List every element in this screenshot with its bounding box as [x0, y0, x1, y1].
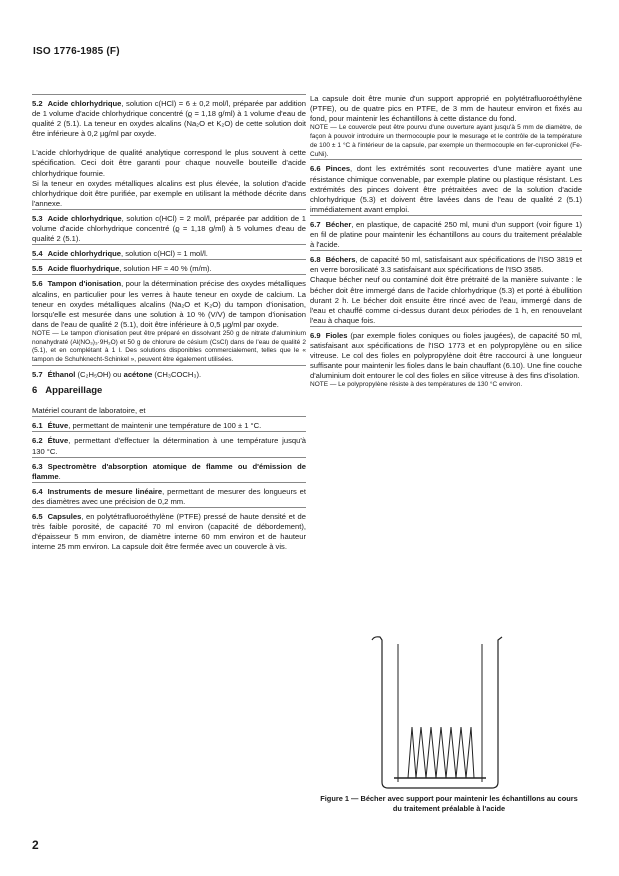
clause-5-2-para-3: Si la teneur en oxydes métalliques alcalins est plus élevée, la solution d'acide chlorhydrique doit être purifiée, par exemple en utilisant la méthode décrite dans l'annexe. — [32, 178, 306, 208]
divider — [310, 159, 582, 160]
divider — [32, 365, 306, 366]
divider — [32, 482, 306, 483]
clause-5-3: 5.3 Acide chlorhydrique, solution c(HCl) = 2 mol/l, préparée par addition de 1 volume d'acide chlorhydrique concentré (ϱ = 1,18 g/ml) à 5 volumes d'eau de qualité 2 (5.1). — [32, 213, 306, 244]
left-column — [32, 94, 306, 552]
clause-5-5: 5.5 Acide fluorhydrique, solution HF ≈ 40 % (m/m). — [32, 264, 212, 274]
platinum-wire-support — [408, 727, 474, 778]
divider — [32, 209, 306, 210]
divider — [32, 507, 306, 508]
clause-6-5-continued: La capsule doit être munie d'un support approprié en polytétrafluoroéthylène (PTFE), ou de quatre pics en PTFE, de 3 mm de hauteur environ et fixés au fond, pour maintenir les échantillons à cette distance du fond. — [310, 94, 582, 124]
clause-5-6: 5.6 Tampon d'ionisation, pour la détermination précise des oxydes métalliques alcalins, en particulier pour les verres à haute teneur en oxyde de calcium. La teneur en oxydes métalliques alcalins (Na₂O et K₂O) du tampon d'ionisation, lorsqu'elle est mesurée dans une solution à 10 % (V/V) de tampon d'ionisation dans de l'eau de qualité 2 (5.1), doit être inférieure à 0,5 µg/ml par oxyde. — [32, 279, 306, 329]
divider — [32, 416, 306, 417]
divider — [32, 259, 306, 260]
divider — [32, 274, 306, 275]
divider — [32, 94, 306, 95]
clause-6-6: 6.6 Pinces, dont les extrémités sont recouvertes d'une matière ayant une résistance chimique convenable, par exemple platine ou plastique résistant. Les extrémités des pinces doivent être prétraitées avec de la solution d'acide chlorhydrique (5.3) et doivent être lavées dans de l'eau de qualité 2 (5.1) immédiatement avant emploi. — [310, 164, 582, 214]
clause-6-8-para-2: Chaque bécher neuf ou contaminé doit être prétraité de la manière suivante : le bécher doit être immergé dans de l'acide chlorhydrique (5.3) et porté à ébullition durant 2 h. Le bécher doit ensuite être rincé avec de l'eau, immergé dans de l'eau et chauffé comme ci-dessus durant deux périodes de 1 h, en renouvelant l'eau à chaque fois. — [310, 275, 582, 325]
page-number: 2 — [32, 838, 39, 852]
clause-6-3: 6.3 Spectromètre d'absorption atomique de flamme ou d'émission de flamme. — [32, 461, 306, 481]
beaker-figure — [360, 632, 520, 792]
divider — [32, 457, 306, 458]
clause-6-5-note: NOTE — Le couvercle peut être pourvu d'une ouverture ayant jusqu'à 5 mm de diamètre, de façon à pouvoir introduire un thermocouple pour le mesurage et le contrôle de la température de 100 ± 1 °C à l'intérieur de la capsule, par exemple un thermocouple en fer-cupronickel (Fe-CuNi). — [310, 124, 582, 158]
clause-5-7: 5.7 Éthanol (C₂H₅OH) ou acétone (CH₃COCH₃). — [32, 370, 202, 380]
section-6-intro: Matériel courant de laboratoire, et — [32, 406, 146, 416]
divider — [310, 215, 582, 216]
clause-6-5: 6.5 Capsules, en polytétrafluoroéthylène (PTFE) pressé de haute densité et de très faible porosité, de capacité 70 ml environ (capacité de débordement), d'épaisseur 5 mm environ, de diamètre interne 60 mm environ et de hauteur interne 25 mm environ. La capsule doit être fermée avec un couvercle à vis. — [32, 512, 306, 552]
divider — [32, 244, 306, 245]
clause-5-2-para-2: L'acide chlorhydrique de qualité analytique correspond le plus souvent à cette spécification. Ceci doit être garanti pour chaque nouvelle bouteille d'acide chlorhydrique fournie. — [32, 148, 306, 178]
figure-caption: Figure 1 — Bécher avec support pour maintenir les échantillons au cours du traitement préalable à l'acide — [320, 794, 578, 813]
divider — [32, 431, 306, 432]
document-header: ISO 1776-1985 (F) — [33, 46, 120, 57]
clause-6-4: 6.4 Instruments de mesure linéaire, permettant de mesurer des longueurs et des diamètres avec une précision de 0,2 mm. — [32, 486, 307, 506]
section-6-title: 6 Appareillage — [32, 385, 103, 397]
clause-6-9-note: NOTE — Le polypropylène résiste à des températures de 130 °C environ. — [310, 381, 523, 389]
clause-6-9: 6.9 Fioles (par exemple fioles coniques ou fioles jaugées), de capacité 50 ml, satisfaisant aux spécifications de l'ISO 1773 et en polypropylène ou en silice vitreuse. Le col des fioles en polypropylène doit être raccourci à une longueur suffisante pour maintenir les fioles dans le bain chauffant (6.10). Une fine couche d'aluminium doit entourer le col des fioles en silice vitreuse à des fins d'isolation. — [310, 330, 582, 381]
clause-6-2: 6.2 Étuve, permettant d'effectuer la détermination à une température jusqu'à 130 °C. — [32, 436, 306, 456]
clause-6-8: 6.8 Béchers, de capacité 50 ml, satisfaisant aux spécifications de l'ISO 3819 et en verre borosilicaté 3.3 satisfaisant aux spécifications de l'ISO 3585. — [310, 255, 582, 275]
right-column — [310, 94, 582, 390]
divider — [310, 326, 582, 327]
divider — [310, 250, 582, 251]
clause-6-1: 6.1 Étuve, permettant de maintenir une température de 100 ± 1 °C. — [32, 421, 262, 431]
clause-5-4: 5.4 Acide chlorhydrique, solution c(HCl) ≈ 1 mol/l. — [32, 249, 208, 259]
clause-6-7: 6.7 Bécher, en plastique, de capacité 250 ml, muni d'un support (voir figure 1) en fil de platine pour maintenir les échantillons au cours du traitement préalable à l'acide. — [310, 219, 582, 250]
clause-5-6-note: NOTE — Le tampon d'ionisation peut être préparé en dissolvant 250 g de nitrate d'aluminium nonahydraté (Al(NO₃)₃·9H₂O) et 50 g de chlorure de césium (CsCl) dans de l'eau de qualité 2 (5.1), et en complétant à 1 l. Des solutions disponibles commercialement, telles que le « tampon de Schuhknecht-Schinkel », peuvent être également utilisées. — [32, 329, 306, 364]
clause-5-2: 5.2 Acide chlorhydrique, solution c(HCl) = 6 ± 0,2 mol/l, préparée par addition de 1 volume d'acide chlorhydrique concentré (ϱ = 1,18 g/ml) à 1 volume d'eau de qualité 2 (5.1). La teneur en oxydes alcalins (Na₂O et K₂O) de cette solution doit être inférieure à 0,2 µg/ml par oxyde. — [32, 99, 306, 139]
